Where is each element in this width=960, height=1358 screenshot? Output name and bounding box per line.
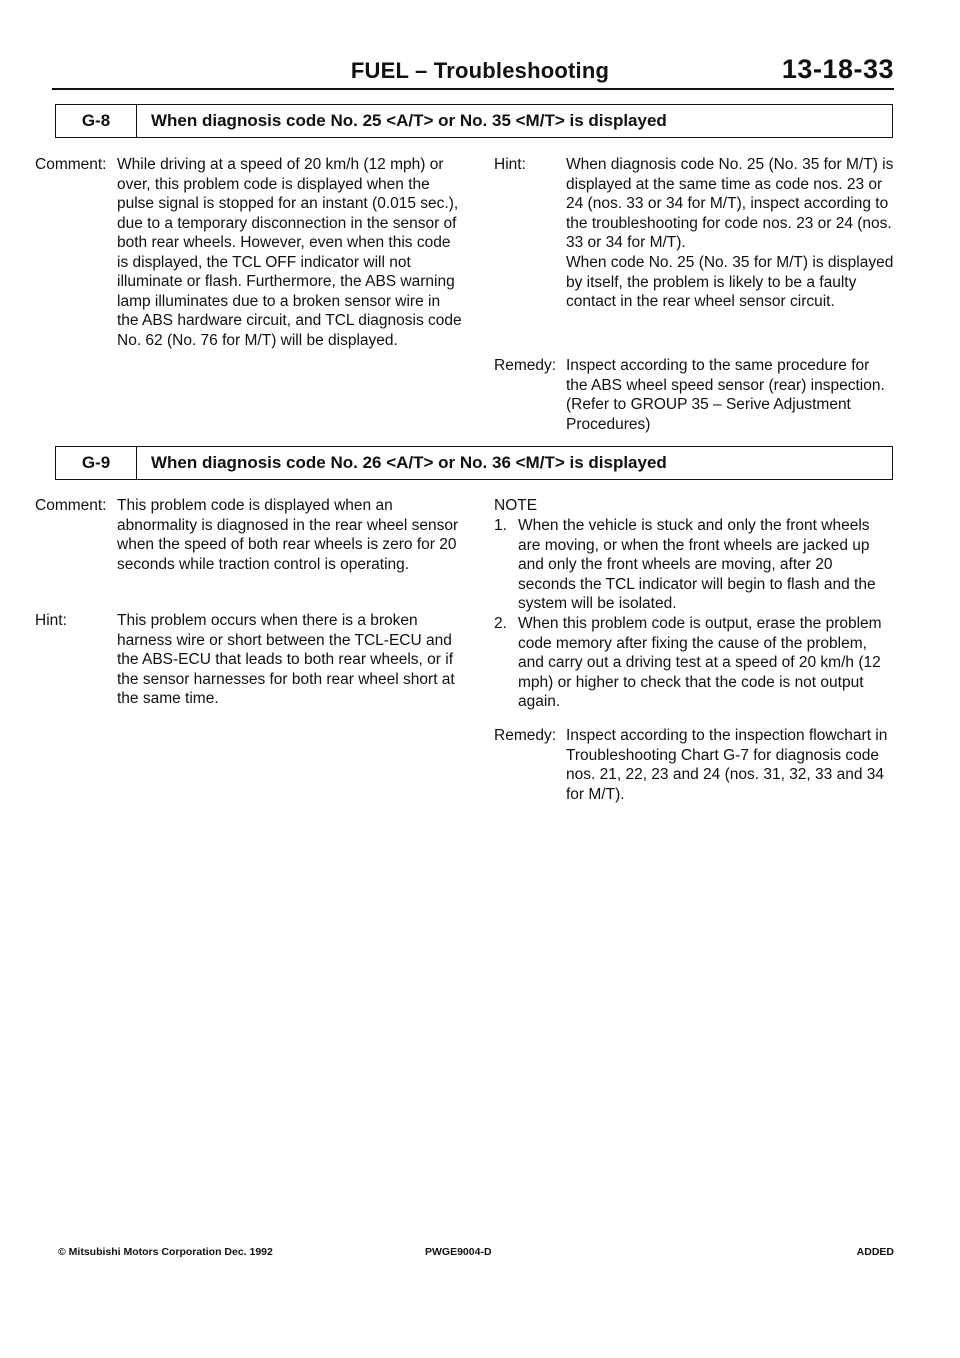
g8-comment [35,155,465,385]
g9-comment [35,496,465,596]
g8-remedy [494,356,894,436]
g9-hint [35,611,465,731]
remedy-text: Inspect according to the inspection flowchart in Troubleshooting Chart G-7 for diagnosis code nos. 21, 22, 23 and 24 (nos. 31, 32, 33 and 34 for M/T). [566,727,888,803]
note-number: 2. [494,615,507,632]
footer-copyright: © Mitsubishi Motors Corporation Dec. 1992 [58,1246,273,1258]
note-text: When this problem code is output, erase the problem code memory after fixing the cause of the problem, and carry out a driving test at a speed of 20 km/h (12 mph) or higher to check that the code is not output again. [518,615,882,710]
remedy-label: Remedy: [494,727,557,744]
comment-text: While driving at a speed of 20 km/h (12 mph) or over, this problem code is displayed when the pulse signal is stopped for an instant (0.015 sec.), due to a temporary disconnection in the sensor of both rear wheels. However, even when this code is displayed, the TCL OFF indicator will not illuminate or flash. Furthermore, the ABS warning lamp illuminates due to a broken sensor wire in the ABS hardware circuit, and TCL diagnosis code No. 62 (No. 76 for M/T) will be displayed. [117,156,462,349]
hint-text-1: When diagnosis code No. 25 (No. 35 for M/T) is displayed at the same time as code nos. 23 or 24 (nos. 33 or 34 for M/T), inspect according to the troubleshooting for code nos. 23 or 24 (nos. 33 or 34 for M/T). [566,156,894,251]
footer-doc-code: PWGE9004-D [425,1246,492,1258]
section-header-g8 [55,104,893,138]
note-number: 1. [494,517,507,534]
g9-remedy [494,726,894,816]
page-number: 13-18-33 [781,54,894,84]
section-code: G-8 [56,105,137,137]
header-rule [52,88,894,90]
comment-label: Comment: [35,156,107,173]
section-title: When diagnosis code No. 26 <A/T> or No. 36 <M/T> is displayed [151,453,667,472]
remedy-text: Inspect according to the same procedure for the ABS wheel speed sensor (rear) inspection. (Refer to GROUP 35 – Serive Adjustment Procedures) [566,357,885,433]
remedy-label: Remedy: [494,357,557,374]
section-header-g9 [55,446,893,480]
section-code: G-9 [56,447,137,479]
page-title: FUEL – Troubleshooting [350,58,610,83]
section-title: When diagnosis code No. 25 <A/T> or No. 35 <M/T> is displayed [151,111,667,130]
hint-text-2: When code No. 25 (No. 35 for M/T) is displayed by itself, the problem is likely to be a faulty contact in the rear wheel sensor circuit. [566,254,894,310]
footer-status: ADDED [856,1246,894,1258]
comment-text: This problem code is displayed when an abnormality is diagnosed in the rear wheel sensor when the speed of both rear wheels is zero for 20 seconds while traction control is operating. [117,497,459,573]
g9-note [494,496,894,716]
note-text: When the vehicle is stuck and only the front wheels are moving, or when the front wheels are jacked up and only the front wheels are moving, after 20 seconds the TCL indicator will begin to flash and the system will be isolated. [518,517,876,612]
hint-text: This problem occurs when there is a broken harness wire or short between the TCL-ECU and the ABS-ECU that leads to both rear wheels, or if the sensor harnesses for both rear wheel short at the same time. [117,612,455,707]
g8-hint [494,155,894,345]
note-label: NOTE [494,497,538,514]
comment-label: Comment: [35,497,107,514]
hint-label: Hint: [494,156,526,173]
hint-label: Hint: [35,612,67,629]
